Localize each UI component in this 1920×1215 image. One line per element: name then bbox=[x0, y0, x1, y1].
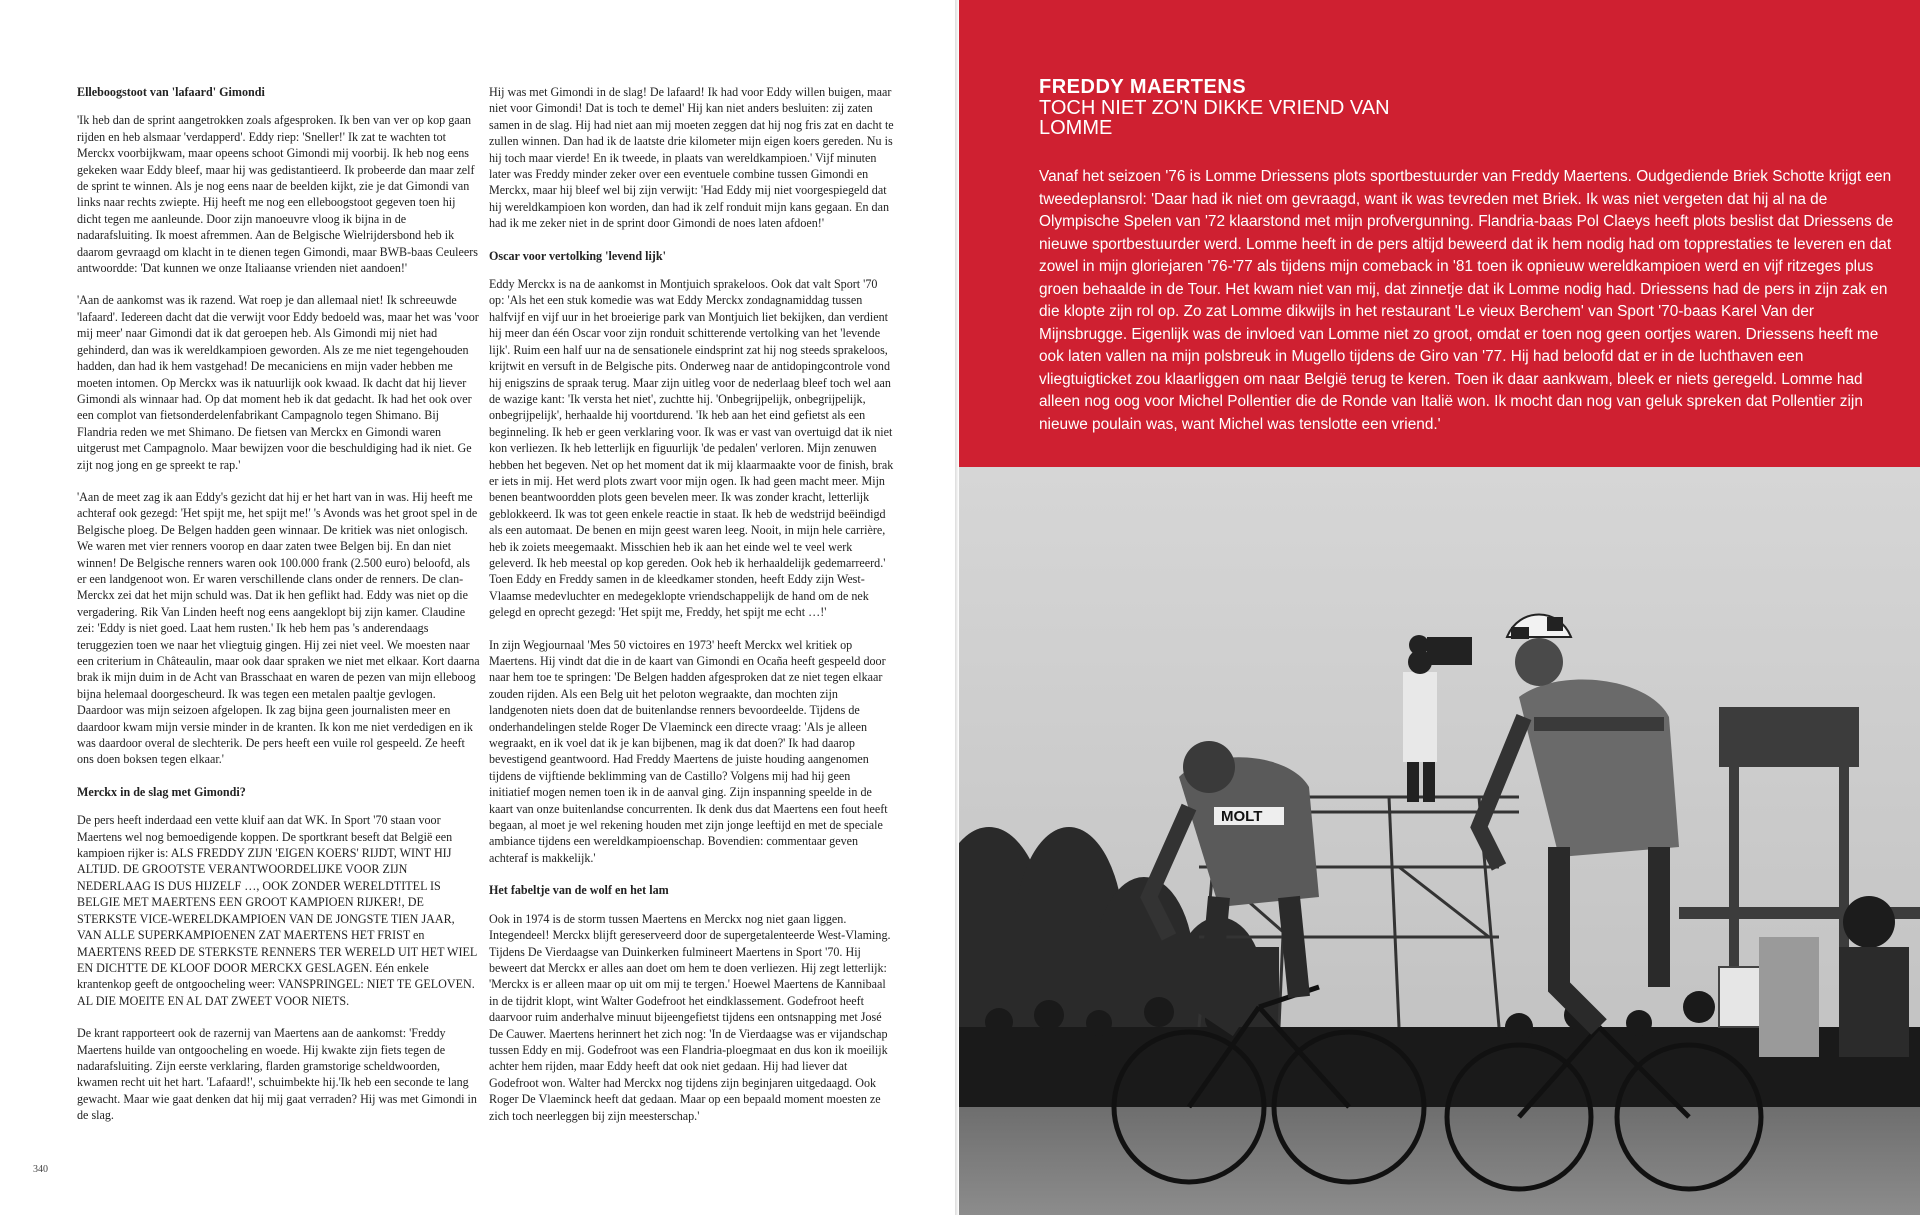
section-heading: Merckx in de slag met Gimondi? bbox=[77, 784, 246, 799]
box-title: FREDDY MAERTENS bbox=[1039, 76, 1247, 98]
section-heading: Oscar voor vertolking 'levend lijk' bbox=[489, 248, 666, 263]
section-heading: Het fabeltje van de wolf en het lam bbox=[489, 883, 669, 898]
body-paragraph: In zijn Wegjournaal 'Mes 50 victoires en 1973' heeft Merckx wel kritiek op Maertens. Hij vindt dat die in de kaart van Gimondi en Ocaña heeft gespeeld door naar hem toe te springen: 'De Belgen hadden afgesproken dat ze niet tegen elkaar zouden rijden. Als een Belg uit het peloton wegraakte, dan mochten zijn landgenoten niets doen dat de buitenlandse renners bevoordeelde. Tijdens de onderhandelingen stelde Roger De Vlaeminck een directe vraag: 'Als je alleen wegraakt, en ik voel dat ik je kan bijbenen, mag ik dat doen?' Ik had daarop bevestigend geantwoord. Had Freddy Maertens de juiste houding aangenomen tijdens de vijftiende beklimming van de Castillo? Volgens mij had hij geen initiatief mogen nemen toen ik in de aanval ging. Zijn inspanning speelde in de kaart van onze buitenlandse concurrenten. Ik denk dus dat Maertens een fout heeft begaan, al moet je wel rekening houden met zijn jonge leeftijd en met de speciale ambiance tijdens een wereldkampioenschap. Bovendien: commentaar geven achteraf is makkelijk.' bbox=[489, 637, 888, 865]
body-paragraph: Ook in 1974 is de storm tussen Maertens en Merckx nog niet gaan liggen. Integendeel! Merckx blijft gereserveerd door de supergetalenteerde West-Vlaming. Tijdens De Vierdaagse van Duinkerken fulmineert Maertens in Sport '70. Hij beweert dat Merckx er alles aan doet om hem te doen verliezen. Hij zegt letterlijk: 'Merckx is er alleen maar op uit om mij te tergen.' Hoewel Maertens de Kannibaal in de tijdrit klopt, wint Walter Godefroot het eindklassement. Godefroot heeft daarvoor ruim anderhalve minuut bijeengefietst tijdens een ontsnapping met José De Cauwer. Maertens herinnert het zich nog: 'In de Vierdaagse was er vijandschap tussen Eddy en mij. Godefroot was een Flandria-ploegmaat en dus kon ik moeilijk achter hem rijden, maar Eddy heeft dat ook niet gedaan. Hij had liever dat Godefroot won. Walter had Merckx nog tijdens zijn beginjaren uitgedaagd. Ook Roger De Vlaeminck heeft dat gedaan. Maar op een bepaald moment moesten ze zich toch neerleggen bij zijn meesterschap.' bbox=[489, 911, 891, 1123]
cycling-photo bbox=[959, 467, 1920, 1215]
text-column-left bbox=[77, 84, 482, 1140]
right-page bbox=[959, 0, 1920, 1215]
body-paragraph: 'Aan de meet zag ik aan Eddy's gezicht dat hij er het hart van in was. Hij heeft me achteraf ook gezegd: 'Het spijt me, het spijt me!' 's Avonds was het groot spel in de Belgische ploeg. De Belgen hadden geen winnaar. De kritiek was niet onlogisch. We waren met vier renners voorop en daar zaten twee Belgen bij. En dan niet winnen! De Belgische renners waren ook 100.000 frank (2.500 euro) beloofd, als er een landgenoot won. Er waren verschillende clans onder de renners. De clan-Merckx zei dat het mijn schuld was. Dat ik hen geflikt had. Eddy was niet op die vergadering. Rik Van Linden heeft nog eens aangeklopt bij zijn kamer. Claudine zei: 'Eddy is niet goed. Laat hem rusten.' Ik heb hem pas 's anderendaags teruggezien toen we naar het vliegtuig gingen. Hij zei niet veel. We moesten naar een criterium in Châteaulin, maar ook daar spraken we niet met elkaar. Kort daarna brak ik mijn duim in de Acht van Brasschaat en waren de pezen van mijn elleboog bijna helemaal doorgescheurd. Ik was tegen een metalen paaltje gevlogen. Daardoor was mijn seizoen afgelopen. Ik zag bijna geen journalisten meer en daardoor kwam mijn versie minder in de kranten. Ik kon me niet verdedigen en ik was daardoor overal de slechterik. De pers heeft een vuile rol gespeeld. Ze heeft ons doen boksen tegen elkaar.' bbox=[77, 489, 480, 767]
body-paragraph: De pers heeft inderdaad een vette kluif aan dat WK. In Sport '70 staan voor Maertens wel nog bemoedigende koppen. De sportkrant beseft dat België een kampioen rijker is: ALS FREDDY ZIJN 'EIGEN KOERS' RIJDT, WINT HIJ ALTIJD. DE GROOTSTE VERANTWOORDELIJKE VOOR ZIJN NEDERLAAG IS DUS HIJZELF …, OOK ZONDER WERELDTITEL IS BELGIE MET MAERTENS EEN GROOT KAMPIOEN RIJKER!, DE STERKSTE VICE-WERELDKAMPIOEN VAN DE JONGSTE TIEN JAAR, VAN ALLE SUPERKAMPIOENEN ZAT MAERTENS HET FRIST en MAERTENS REED DE STERKSTE RENNERS TER WERELD UIT HET WIEL EN DICHTTE DE KLOOF DOOR MERCKX GESLAGEN. Eén enkele krantenkop geeft de ontgoocheling weer: VANSPRINGEL: NIET TE GELOVEN. AL DIE MOEITE EN AL DAT ZWEET VOOR NIETS. bbox=[77, 813, 477, 1008]
box-body-text: Vanaf het seizoen '76 is Lomme Driessens plots sportbestuurder van Freddy Maertens. Oudgediende Briek Schotte krijgt een tweedeplansrol: 'Daar had ik niet om gevraagd, want ik was tevreden met Briek. Ik was niet vergeten dat hij al na de Olympische Spelen van '72 klaarstond met mijn profvergunning. Flandria-baas Pol Claeys heeft plots beslist dat Driessens de nieuwe sportbestuurder werd. Lomme heeft in de pers altijd beweerd dat ik hem nodig had om topprestaties te leveren en dat zowel in mijn gloriejaren '76-'77 als tijdens mijn comeback in '81 toen ik opnieuw wereldkampioen werd en vijf ritzeges plus groen behaalde in de Tour. Het kwam niet van mij, dat zinnetje dat ik Lomme nodig had. Driessens had de pers in zijn zak en die klopte zijn rol op. Zo zat Lomme dikwijls in het restaurant 'Le vieux Berchem' van Sport '70-baas Karel Van der Mijnsbrugge. Eigenlijk was de invloed van Lomme niet zo groot, omdat er toen nog geen oortjes waren. Driessens heeft me ook laten vallen na mijn polsbreuk in Mugello tijdens de Giro van '77. Hij had beloofd dat er in de luchthaven een vliegtuigticket zou klaarliggen om naar België terug te keren. Toen ik daar aankwam, bleek er niets geregeld. Lomme had alleen nog oog voor Michel Pollentier die de Ronde van Italië won. Ik mocht dan nog van geluk spreken dat Pollentier zijn nieuwe poulain was, want Michel was tenslotte een vriend.' bbox=[1039, 168, 1894, 433]
body-paragraph: Eddy Merckx is na de aankomst in Montjuich sprakeloos. Ook dat valt Sport '70 op: 'Als het een stuk komedie was wat Eddy Merckx zondagnamiddag tussen halfvijf en vijf uur in het broeierige park van Montjuich liet bekijken, dan verdient hij meer dan één Oscar voor zijn ronduit schitterende vertolking van het 'levende lijk'. Ruim een half uur na de sensationele eindsprint zat hij nog steeds sprakeloos, krijtwit en versuft in de Belgische pits. Onderweg naar de antidopingcontrole vond hij enigszins de spraak terug. Maar zijn uitleg voor de nederlaag bleef toch wel aan de wazige kant: 'Ik versta het niet', zuchtte hij. 'Onbegrijpelijk, onbegrijpelijk, onbegrijpelijk', herhaalde hij voortdurend. 'Ik heb aan het eind gefietst als een beginneling. Ik heb er geen verklaring voor. Ik was er vast van overtuigd dat ik niet kon verliezen. Ik heb letterlijk en figuurlijk 'de pedalen' verloren. Mijn zenuwen hebben het begeven. Net op het moment dat ik mij klaarmaakte voor de finish, brak er iets in mij. Het werd plots zwart voor mijn ogen. Ik had geen macht meer. Mijn benen beantwoordden plots geen bevelen meer. Ik was zonder kracht, letterlijk geblokkeerd. Ik was tot geen enkele reactie in staat. Ik heb de wedstrijd beëindigd als een automaat. De benen en mijn geest waren leeg. Nooit, in mijn hele carrière, heb ik zoiets meegemaakt. Misschien heb ik aan het einde wel te veel werk geleverd. Ik heb meestal op kop gereden. Ook heb ik herhaaldelijk gedemarreerd.' Toen Eddy en Freddy samen in de kleedkamer stonden, heeft Eddy zijn West-Vlaamse medevluchter en medegeklopte vriendschappelijk de hand om de nek gelegd en oprecht gezegd: 'Het spijt me, Freddy, het spijt me echt …!' bbox=[489, 277, 894, 620]
body-paragraph: Hij was met Gimondi in de slag! De lafaard! Ik had voor Eddy willen buigen, maar niet voor Gimondi! Dat is toch te demel' Hij kan niet anders besluiten: zij zaten samen in de slag. Hij had niet aan mij moeten zeggen dat hij nog fris zat en dacht te zullen winnen. Dan had ik de laatste drie kilometer mijn eigen koers gereden. Nu is hij toch maar vierde! En ik tweede, in plaats van wereldkampioen.' Vijf minuten later was Freddy minder zeker over een eventuele combine tussen Gimondi en Merckx, maar hij bleef wel bij zijn verwijt: 'Had Eddy mij niet voorgespiegeld dat hij wereldkampioen kon worden, dan had ik zelf ronduit mijn kans gegaan. En dan had ik me zeker niet in de sprint door Gimondi de noes laten afdoen!' bbox=[489, 85, 894, 231]
text-column-right bbox=[489, 84, 894, 1140]
page-number: 340 bbox=[33, 1164, 48, 1175]
road bbox=[959, 1107, 1920, 1215]
section-heading: Elleboogstoot van 'lafaard' Gimondi bbox=[77, 85, 265, 99]
photo-illustration bbox=[959, 467, 1920, 1215]
jersey-lettering: MOLT bbox=[1221, 808, 1263, 825]
body-paragraph: De krant rapporteert ook de razernij van Maertens aan de aankomst: 'Freddy Maertens huilde van ontgoocheling en woede. Hij kwakte zijn fiets tegen de nadarafsluiting. Zijn eerste verklaring, flarden gramstorige scheldwoorden, kwamen recht uit het hart. 'Lafaard!', schuimbekte hij.'Ik heb een seconde te lang gewacht. Maar wie gaat denken dat hij mij gaat verraden? Hij was met Gimondi in de slag. bbox=[77, 1026, 477, 1123]
body-paragraph: 'Aan de aankomst was ik razend. Wat roep je dan allemaal niet! Ik schreeuwde 'lafaard'. Iedereen dacht dat die verwijt voor Eddy bedoeld was, maar het was 'voor mij meer' naar Gimondi dat ik dat geroepen heb. Als Gimondi mij niet had gehinderd, dan was ik wereldkampioen geworden. Als ze me niet tegengehouden hadden, dan had ik hem vastgehad! De mecaniciens en mijn vader hebben me moeten intomen. Op Merckx was ik natuurlijk ook kwaad. Ik dacht dat hij liever Gimondi als winnaar had. Op dat moment heb ik dat gedacht. Ik had het ook over een complot van fietsonderdelenfabrikant Campagnolo tegen Shimano. Bij Flandria reden we met Shimano. De fietsen van Merckx en Gimondi waren uitgerust met Campagnolo. Maar bewijzen voor die beschuldiging had ik niet. Ge zijt nog jong en ge spreekt te rap.' bbox=[77, 293, 479, 472]
left-page bbox=[0, 0, 955, 1215]
red-info-box bbox=[959, 0, 1920, 467]
body-paragraph: 'Ik heb dan de sprint aangetrokken zoals afgesproken. Ik ben van ver op kop gaan rijden en heb alsmaar 'verdapperd'. Eddy riep: 'Sneller!' Ik zat te wachten tot Merckx voorbijkwam, maar opeens schoot Gimondi mij voorbij. Ik heb nog eens gekeken waar Eddy bleef, maar hij was gedistantieerd. Ik probeerde dan maar zelf de sprint te winnen. Als je nog eens naar de beelden kijkt, zie je dat Gimondi van links naar rechts zwiepte. Hij heeft me nog een elleboogstoot gegeven toen hij dicht tegen me aanleunde. Door zijn manoeuvre vloog ik bijna in de nadarafsluiting. Ik moest afremmen. Aan de Belgische Wielrijdersbond heb ik daarom gevraagd om klacht in te dienen tegen Gimondi, maar BWB-baas Ceuleers antwoordde: 'Dat kunnen we onze Italiaanse vrienden niet aandoen!' bbox=[77, 113, 478, 276]
box-subtitle: TOCH NIET ZO'N DIKKE VRIEND VAN LOMME bbox=[1039, 97, 1390, 139]
